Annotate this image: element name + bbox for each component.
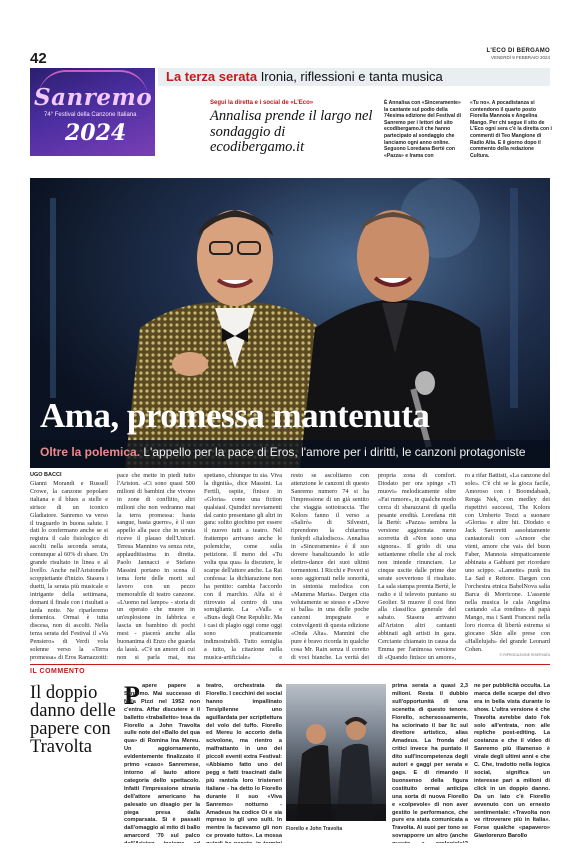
article-text: Gianni Morandi e Russell Crowe, la canzone popolare italiana e il blues a stelle e strisce di un iconico Gladiatore. Sanremo va verso il traguardo in buona salute. I dati lo confermano anche se si registra il calo fisiologico di ascolti nella seconda serata, comunque al 60% di share. Un grande risultato in linea e al livello. Anche nell'Aristonello scoppiettante d'inizio. Stasera i duetti, la serata più musicale e intrigante della settimana, domani il finale con i risultati a tarda notte. Ne riparleremo domenica. Ormai è tutta discesa, non di ascolti. Nella terza serata del Festival il «Va Pensiero» di Verdi vola solenne verso la «Terra promessa» di Eros Ramazzotti:: [30, 480, 108, 661]
article-column-3: [204, 472, 282, 662]
masthead-date: VENERDÌ 9 FEBBRAIO 2024: [490, 55, 550, 60]
comment-column-2: [206, 683, 282, 843]
comment-column-3: [392, 683, 468, 843]
article-column-5: [378, 472, 456, 662]
section-bar: [158, 68, 550, 86]
promo-box: [210, 100, 378, 156]
sidebox-col-2: «Tu no». A pocadistanza si contendono il quarto posto Fiorella Mannoia e Angelina Mango. Per chi segue il sito de L'Eco ogni sera c'è la diretta con i commenti di Teo Mangione di Radio Alta. E il giorno dopo il commento della redazione Cultura.: [470, 100, 552, 159]
comment-signature: Gianlorenzo Barollo: [474, 833, 528, 839]
masthead-name: L'ECO DI BERGAMO: [486, 48, 550, 54]
article-text: propria zona di comfort. Diodato per ora spinge «Ti muovi» melodicamente oltre «Fai rumore», in qualche modo cerca di sbarazzarsi di quella pesante eredità. Loredana ritt la Bertè: «Pazza» sembra la versione aggiornata meno scorretta di «Non sono una signora». Il grido di una settantenne ribelle che al rock non intende rinunciare. Le cinque uscite dalle prime due serate sovvertono il risultato. La sala stampa premia Bertè, le radio e il televoto puntano su Geolier. Si muove il cosi fino alla classifica generale del sabato. Stasera arrivano all'Ariston altri cantanti abbinati agli artisti in gara. Cerciante chiamato in causa da Emma per l'animosa versione di «Quando finisce un amore»,: [378, 472, 456, 661]
comment-photo-caption: Fiorello e John Travolta: [286, 826, 343, 832]
comment-photo-illustration: [286, 684, 386, 821]
article-column-1: [30, 480, 108, 662]
page-number: 42: [30, 50, 47, 67]
article-credit: © RIPRODUZIONE RISERVATA: [499, 653, 550, 657]
comment-dropcap: P: [124, 681, 140, 710]
logo-year: 2024: [65, 120, 127, 146]
article-text: resto se ascoltiamo con attenzione le canzoni di questo Sanremo numero 74 si ha l'impressione di un già sentito che viaggia sottotraccia. The Kolors fanno il verso a «Salirò» di Silvestri, riprendono la chitarrina funkydi «Italodisco». Annalisa in «Sinceramente» è il suo dovere banalizzando lo stile elettro-dance dei suoi ultimi tormentoni. I Ricchi e Poveri si sono aggiornati nelle sonorità, in sintonia melodica con «Mamma Maria». Dargen cita volutamente se stesso e «Dove si balla» in una delle poche canzoni impegnate e coinvolgenti di questa edizione «Onda Alta». Mannini che pure è bravo ricorda in qualche cosa Mr. Rain senza il coretto di voci bianche. La verità dei: [291, 472, 369, 661]
comment-text: prima serata a quasi 2,3 milioni. Resta il dubbio sull'opportunità di una scenetta di questo tenore. Fiorello, schersossamente, ha sciorinato il bar lic sul direttore artistico, alias Amadeus. La fronda del critici invece ha puntato il dito sull'incompetenza degli autori e gaggi per serata e gags. E di rimando il buonsenso della figura costituito ormai anticipa una sorta di nuova Fiorello e «colpevole» di non aver gestito le performance, che pure era stata comunicata a Travolta. Ai suoi per tono se sovrapporre un altro (anche: [392, 683, 468, 840]
promo-headline: Annalisa prende il largo nel sondaggio di ecodibergamo.it: [210, 108, 373, 155]
article-column-6: [465, 472, 550, 662]
comment-text: apere papere a Sanremo. Mai successo di Nilla Pizzi nel 1952 non c'entra. Affar discutere è il balletto «traballetto» tesa da Fiorello a John Travolta sulle note del «Ballo del qua qua» di Romina Ina Mereu. Un aggiornamento, evidentemente finalizzato il primo «caso» Sanremese, intorno al lauto attore categoria dello spettacolo. Infatti l'impressione strania dell'attore americano ha palesato un disagio per la piega presa dalla comparsata. Si è passati dall'omaggio al mito di ballo amarcord '70 sul palco: [124, 683, 200, 840]
comment-column-1: [124, 683, 200, 843]
section-topic: Ironia, riflessioni e tanta musica: [260, 69, 443, 84]
hero-title: Ama, promessa mantenuta: [40, 396, 430, 435]
article-text: ro a rifar Battisti, «La canzone del sole». C'è chi se la gioca facile, Amoroso con i Boomdabash, Renga Nek, con medley dei rispettivi successi, The Kolors con Umberto Tozzi a suonare «Gloria» e altre hit. Diodato e Jack Savoretti assolutamente cantautorali con «Amore che vieni, amore che vai» del buon Faber, Mannoia simpaticamente abbinata a Gabbani per ricordare uno scippo. «Lamette» punk tra La Sad e Rettore. Dargen con l'orchestra etnica BabelNova salta Barca di Morricone. L'assente nella musica le cala Angelina cantando «La rondine» di papà Mango, ma i Santi Francesi nella loro ricerca di libertà estrema si giocano Skin alle prese con «Hallelujah» del grande Leonard Cohen.: [465, 472, 550, 652]
section-kicker: La terza serata: [166, 69, 258, 84]
comment-headline: Il doppio danno delle papere con Travolta: [30, 683, 116, 757]
comment-column-4: [474, 683, 550, 843]
article-column-4: [291, 472, 369, 662]
comment-photo: [286, 684, 386, 821]
masthead: [486, 48, 550, 60]
sidebox-col-1: È Annalisa con «Sinceramente» la cantante sul podio della 74esima edizione del Festival di Sanremo per i lettori del sito ecodibergamo.it che hanno partecipato al sondaggio che lanciamo ogni anno online. Seguono Loredana Bertè con «Pazza» e Irama con: [384, 100, 462, 159]
logo-subtitle: 74° Festival della Canzone Italiana: [44, 112, 137, 118]
article-text: spettano, chiunque tu sia. Viva la dignità», dice Massini. La Fertili, ospite, finisce in «Gloria» come una fiction qualsiasi. Quindici ravviamenti dal canto presentano gli altri in gara: solito giochino per essere il nuovo tutti a teatro. Nel frattempo arrivano anche le polemiche, come sulla petizione. Il meno del «Tu volta qua qua» fa discutere, le scarpe dell'attore anche. La Rai confessa: la dichiarazione non ha pentito: cambia l'accordo con il marchio. Alfa si è ritrovato al centro di una somigliante. La «Vall» e «Bun» degli One Republic. Ma i casi di plagio oggi come oggi sono praticamente indimostrabili. Tutto somiglia a tutto, la citazione nella musica-artificiale» e: [204, 472, 282, 661]
comment-tag: IL COMMENTO: [30, 668, 86, 675]
article-column-2: [117, 472, 195, 662]
hero-subtitle-rest: L'appello per la pace di Eros, l'amore per i diritti, le canzoni protagoniste: [140, 445, 526, 459]
promo-kicker[interactable]: Segui la diretta e i social de «L'Eco»: [210, 100, 314, 106]
hero-photo: [30, 178, 550, 468]
comment-text: ne per pubblicità occulta. La marca delle scarpe del divo era in bella vista durante lo show. L'ultra versione è che Travolta avrebbe dato l'ok solo all'entrata, non alle repliche post-editing. La costanza e che il video di Sanremo più illamenso è virale degli ultimi anni e che C. Che, tradotto nella logica social, significa un interesse pari a milioni di click in un doppio danno. Da un lato c'è Fiorello avvenuto con un ernesto sentimentale: «Travolta non ve ritroverare più in Italia». Forse qualche «papavero»: [474, 683, 550, 832]
article-byline: UGO BACCI: [30, 472, 62, 478]
hero-subtitle: [30, 440, 550, 468]
article-text: pace che mette in piedi tutto l'Ariston. «Ci sono quasi 500 milioni di bambini che vivono in zone di conflitto, altri milioni che non vedranno mai la terra promessa: basta sangue, basta guerre», è il suo appello alla pace che in serata riceve il plauso dell'Unicef. Teresa Mannino va senza rete, applauditissima in diretta. Paolo Jannacci e Stefano Massini portano in scena il tema forte delle morti sul lavoro con un pezzo memorabile di teatro canzone. «L'uomo nel lampo» - storia di un operaio che muore in un'esplosione in fabbrica e lascia un bambino di pochi mesi - piacerà anche alla buonanima di Enzo che guarda da lassù. «C'è un amore di cui non si parla mai, ma: [117, 472, 195, 661]
section-divider: [30, 664, 550, 665]
logo-word: Sanremo: [34, 84, 153, 111]
comment-text: teatro, orchestrata da Fiorello. I cecchini dei social hanno impallinato Tersipllenne uno aguillardata per scriptlettura del volo del tuffo. Fiorello ed Mereu lo accorto della scivolone, ma rientro a malfrattanto in uno dei piccoli eventi extra Festival: «Abbiamo fatto uno del pegg e fatti trascinati dalle più rantola loro tristeneri italiane - ha detto lo Fiorello durante il suo «Viva Sanremo» notturno - Amadeus ha codice Oi e sia mpreso io gli uno sulti. In mentre la facevamo gli non ce provato tutto». La mossa: [206, 683, 282, 840]
hero-subtitle-lead: Oltre la polemica.: [40, 445, 141, 459]
sanremo-logo: [30, 68, 155, 156]
